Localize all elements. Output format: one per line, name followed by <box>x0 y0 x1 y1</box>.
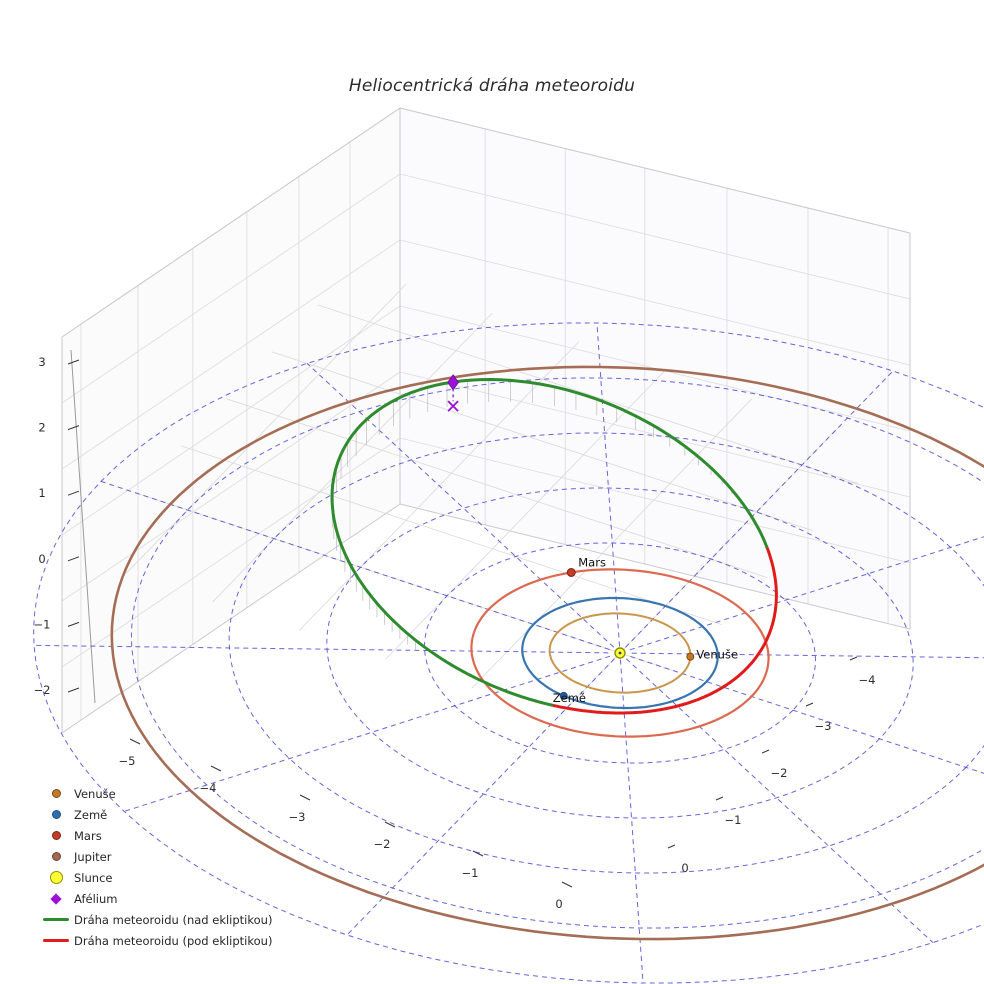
legend-marker-dot-large-icon <box>38 871 74 884</box>
z-axis-tick-label: 0 <box>38 551 46 566</box>
legend-item-3 <box>38 846 272 867</box>
legend-item-6 <box>38 909 272 930</box>
planet-marker-mars <box>567 568 575 576</box>
x-axis-tick <box>211 766 221 771</box>
legend-marker-dot-icon <box>38 810 74 819</box>
legend <box>38 783 272 951</box>
legend-item-7 <box>38 930 272 951</box>
legend-marker-shape <box>43 939 69 942</box>
y-axis-tick <box>806 703 813 706</box>
polar-grid-radial <box>632 653 984 660</box>
legend-marker-dot-icon <box>38 831 74 840</box>
legend-marker-shape <box>52 852 61 861</box>
y-axis-tick <box>668 845 675 848</box>
legend-label: Dráha meteoroidu (pod ekliptikou) <box>74 933 273 948</box>
legend-label: Venuše <box>74 786 116 801</box>
legend-marker-line-icon <box>38 939 74 942</box>
legend-item-5 <box>38 888 272 909</box>
x-axis-tick <box>130 739 140 744</box>
y-axis-tick <box>762 750 769 753</box>
legend-item-2 <box>38 825 272 846</box>
legend-item-1 <box>38 804 272 825</box>
legend-label: Mars <box>74 828 102 843</box>
z-axis-tick-label: 2 <box>38 420 46 435</box>
page-title: Heliocentrická dráha meteoroidu <box>348 76 636 96</box>
legend-marker-shape <box>52 810 61 819</box>
planet-label-venue: Venuše <box>696 647 739 662</box>
legend-marker-shape <box>43 918 69 921</box>
legend-item-4 <box>38 867 272 888</box>
x-axis-tick <box>473 851 483 856</box>
legend-marker-shape <box>50 893 61 904</box>
legend-label: Dráha meteoroidu (nad ekliptikou) <box>74 912 273 927</box>
sun-center-dot <box>619 652 622 655</box>
planet-label-mars: Mars <box>578 555 606 570</box>
y-axis-tick-label: −4 <box>858 673 876 687</box>
legend-item-0 <box>38 783 272 804</box>
x-axis-tick-label: −4 <box>199 781 217 795</box>
x-axis-tick-label: −5 <box>118 754 136 768</box>
x-axis-tick <box>300 795 310 800</box>
x-axis-tick-label: 0 <box>555 897 563 911</box>
legend-marker-dot-icon <box>38 852 74 861</box>
y-axis-tick-label: −3 <box>814 719 832 733</box>
x-axis-tick-label: −3 <box>288 810 306 824</box>
planet-label-zem: Země <box>552 690 586 705</box>
y-axis-tick <box>716 797 723 800</box>
polar-grid-radial <box>630 656 984 824</box>
legend-label: Slunce <box>74 870 113 885</box>
legend-marker-diamond-icon <box>38 895 74 903</box>
z-axis-tick-label: 1 <box>38 486 46 501</box>
y-axis-tick <box>850 657 857 660</box>
legend-marker-shape <box>50 871 63 884</box>
legend-label: Jupiter <box>74 849 112 864</box>
z-axis-tick-label: −2 <box>33 683 51 697</box>
legend-label: Afélium <box>74 891 118 906</box>
legend-marker-line-icon <box>38 918 74 921</box>
planet-marker-venue <box>687 653 694 660</box>
wall-panes <box>62 108 910 733</box>
z-axis-tick-label: 3 <box>38 355 46 369</box>
x-axis-tick-label: −1 <box>461 866 479 880</box>
x-axis-tick-label: −2 <box>373 837 391 851</box>
y-axis-tick-label: −1 <box>724 813 742 827</box>
z-axis-tick-label: −1 <box>33 617 51 632</box>
legend-label: Země <box>74 807 108 822</box>
legend-marker-dot-icon <box>38 789 74 798</box>
legend-marker-shape <box>52 831 61 840</box>
y-axis-tick-label: −2 <box>770 766 788 780</box>
x-axis-tick <box>562 882 572 887</box>
y-axis-tick-label: 0 <box>681 861 689 875</box>
legend-marker-shape <box>52 789 61 798</box>
